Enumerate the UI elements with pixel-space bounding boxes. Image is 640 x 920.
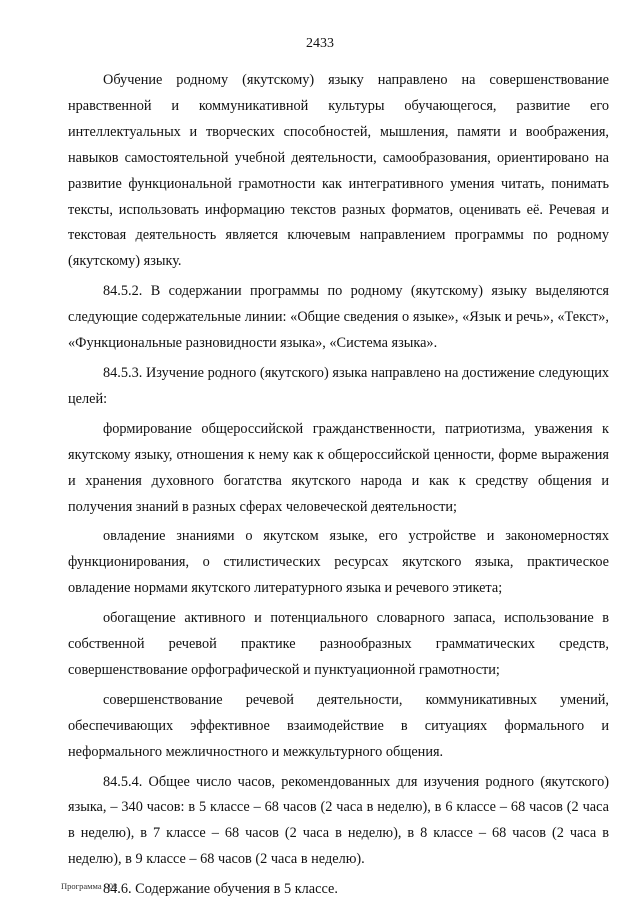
paragraph-84-6: 84.6. Содержание обучения в 5 классе. (103, 881, 338, 898)
paragraph-84-5-2: 84.5.2. В содержании программы по родному (якутскому) языку выделяются следующие содержательные линии: «Общие сведения о языке», «Язык и речь», «Текст», «Функциональные разновидности языка», «Система языка». (68, 283, 609, 352)
goal-item: формирование общероссийской гражданственности, патриотизма, уважения к якутскому языку, отношения к нему как к общероссийской ценности, форме выражения и хранения духовного богатства якутского народа и как к средству общения и получения знаний в разных сферах человеческой деятельности; (68, 420, 609, 515)
goal-item: овладение знаниями о якутском языке, его устройстве и закономерностях функционирования, о стилистических ресурсах якутского языка, практическое овладение нормами якутского литературного языка и речевого этикета; (68, 528, 609, 597)
paragraph-intro: Обучение родному (якутскому) языку направлено на совершенствование нравственной и коммуникативной культуры обучающегося, развитие его интеллектуальных и творческих способностей, мышления, памяти и воображения, навыков самостоятельной учебной деятельности, самообразования, ориентировано на развитие функциональной грамотности как интегративного умения читать, понимать тексты, использовать информацию текстов разных форматов, оценивать её. Речевая и текстовая деятельность является ключевым направлением программы по родному (якутскому) языку. (68, 72, 609, 270)
document-body (68, 68, 609, 903)
goal-item: обогащение активного и потенциального словарного запаса, использование в собственной речевой практике разнообразных грамматических средств, совершенствование орфографической и пунктуационной грамотности; (68, 610, 609, 678)
paragraph-84-5-3: 84.5.3. Изучение родного (якутского) языка направлено на достижение следующих целей: (68, 364, 609, 407)
footer-label: Программа - 03 (61, 881, 118, 891)
paragraph-84-5-4: 84.5.4. Общее число часов, рекомендованных для изучения родного (якутского) языка, – 340 часов: в 5 классе – 68 часов (2 часа в неделю), в 6 классе – 68 часов (2 часа в неделю), в 7 классе – 68 часов (2 часа в неделю), в 8 классе – 68 часов (2 часа в неделю), в 9 классе – 68 часов (2 часа в неделю). (68, 773, 609, 868)
page-number: 2433 (306, 36, 334, 51)
goal-item: совершенствование речевой деятельности, коммуникативных умений, обеспечивающих эффективное взаимодействие в ситуациях формального и неформального межличностного и межкультурного общения. (68, 691, 609, 760)
